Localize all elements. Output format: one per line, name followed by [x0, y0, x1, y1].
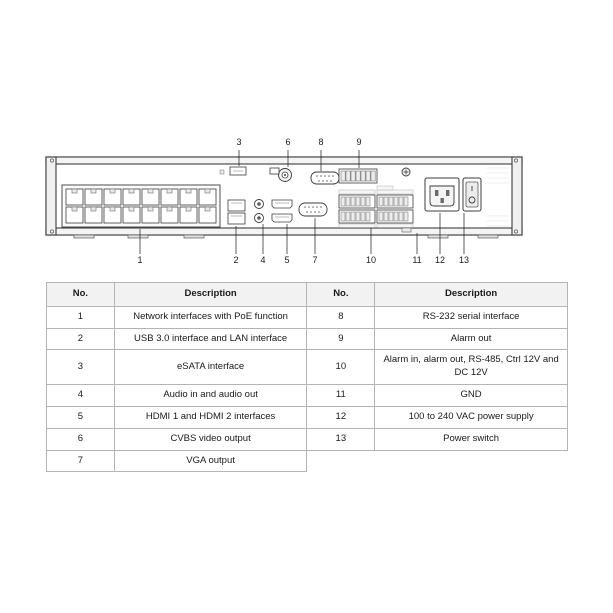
row-no-8: 8	[307, 306, 375, 328]
table-row	[47, 406, 568, 428]
row-no-4: 4	[47, 385, 115, 407]
row-no-7: 7	[47, 450, 115, 472]
row-desc-1: Network interfaces with PoE function	[114, 306, 307, 328]
callout-numbers-top	[236, 137, 361, 147]
row-no-5: 5	[47, 406, 115, 428]
callout-8: 8	[318, 137, 324, 147]
row-desc-3: eSATA interface	[114, 350, 307, 385]
callout-13: 13	[458, 255, 470, 265]
port-legend-table	[46, 282, 568, 472]
header-no-left: No.	[47, 283, 115, 307]
header-description-right: Description	[375, 283, 568, 307]
row-no-13: 13	[307, 428, 375, 450]
callout-11: 11	[412, 255, 422, 265]
row-desc-4: Audio in and audio out	[114, 385, 307, 407]
callout-7: 7	[312, 255, 318, 265]
row-no-10: 10	[307, 350, 375, 385]
device-rear-panel-figure	[0, 0, 613, 278]
callout-1: 1	[137, 255, 143, 265]
alarm-out-terminal-block	[339, 169, 377, 183]
rs232-serial-port	[311, 172, 339, 184]
table-header-row	[47, 283, 568, 307]
callout-10: 10	[365, 255, 377, 265]
callout-5: 5	[284, 255, 290, 265]
row-no-12: 12	[307, 406, 375, 428]
row-no-3: 3	[47, 350, 115, 385]
table-row	[47, 385, 568, 407]
table-row	[47, 450, 568, 472]
row-no-1: 1	[47, 306, 115, 328]
row-desc-7: VGA output	[114, 450, 307, 472]
table-row	[47, 428, 568, 450]
callout-numbers-bottom	[137, 255, 469, 265]
row-desc-6: CVBS video output	[114, 428, 307, 450]
silkscreen-strip	[377, 186, 393, 190]
row-no-empty	[307, 450, 375, 472]
callout-12: 12	[434, 255, 446, 265]
callout-2: 2	[233, 255, 239, 265]
row-desc-12: 100 to 240 VAC power supply	[375, 406, 568, 428]
callout-6: 6	[285, 137, 291, 147]
row-desc-11: GND	[375, 385, 568, 407]
row-no-2: 2	[47, 328, 115, 350]
row-desc-8: RS-232 serial interface	[375, 306, 568, 328]
callout-9: 9	[356, 137, 362, 147]
row-desc-5: HDMI 1 and HDMI 2 interfaces	[114, 406, 307, 428]
table-row	[47, 350, 568, 385]
vga-port	[299, 203, 327, 216]
header-description-left: Description	[114, 283, 307, 307]
row-desc-13: Power switch	[375, 428, 568, 450]
callout-3: 3	[236, 137, 242, 147]
row-desc-9: Alarm out	[375, 328, 568, 350]
row-desc-2: USB 3.0 interface and LAN interface	[114, 328, 307, 350]
header-no-right: No.	[307, 283, 375, 307]
row-desc-empty	[375, 450, 568, 472]
row-no-9: 9	[307, 328, 375, 350]
table-row	[47, 306, 568, 328]
poe-network-port-block	[62, 185, 220, 227]
ac-power-inlet	[425, 178, 459, 211]
power-switch	[463, 178, 481, 211]
callout-4: 4	[260, 255, 266, 265]
row-no-6: 6	[47, 428, 115, 450]
table-row	[47, 328, 568, 350]
row-no-11: 11	[307, 385, 375, 407]
row-desc-10: Alarm in, alarm out, RS-485, Ctrl 12V and DC 12V	[375, 350, 568, 385]
